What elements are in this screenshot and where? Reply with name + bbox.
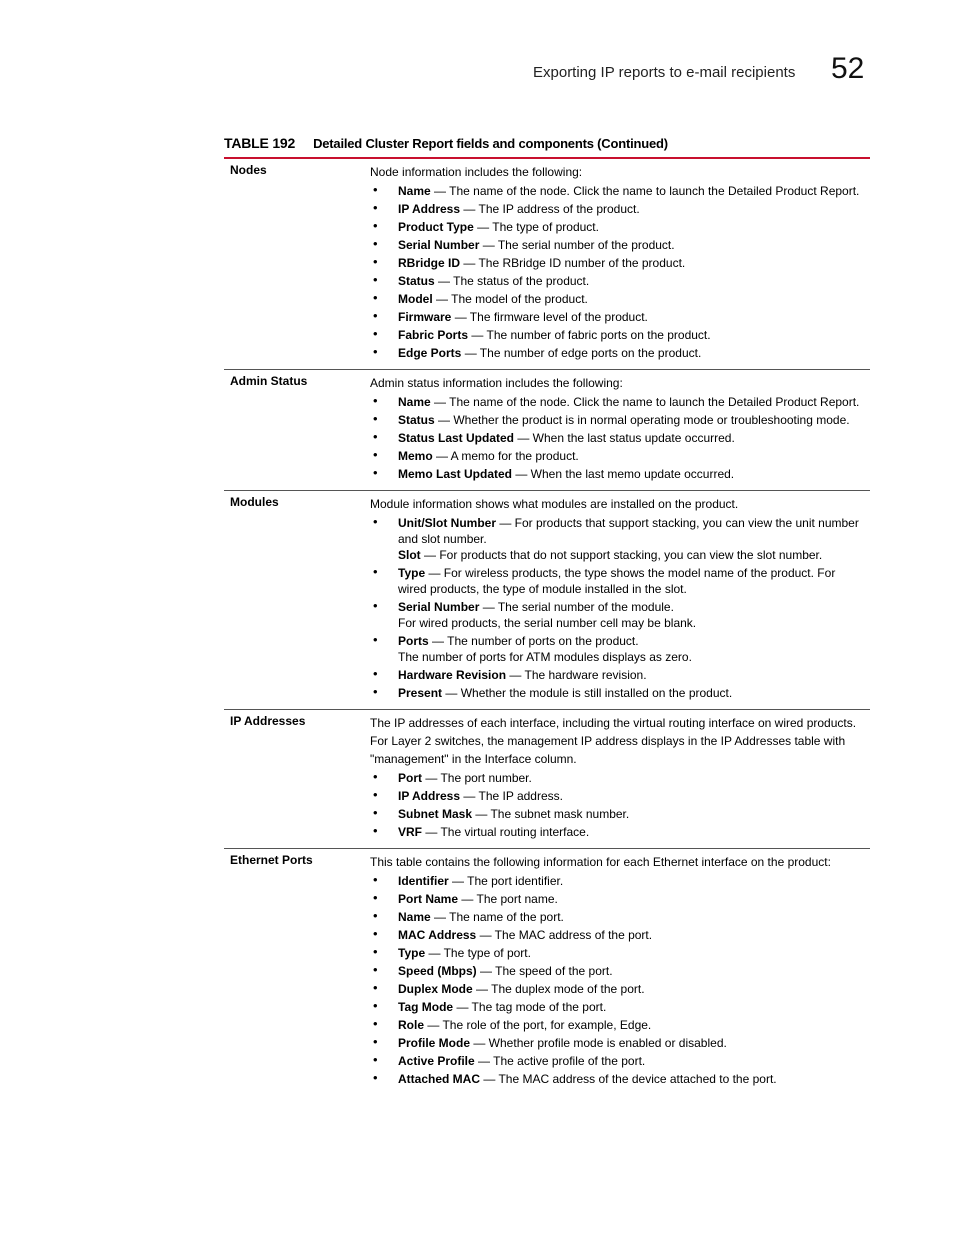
item-extra-text: For wired products, the serial number cell may be blank.	[398, 616, 697, 630]
component-list	[370, 515, 864, 701]
item-term: Identifier	[398, 874, 449, 888]
bullet-icon: •	[373, 429, 378, 444]
bullet-icon: •	[373, 769, 378, 784]
item-text: — Whether profile mode is enabled or disabled.	[470, 1036, 727, 1050]
item-text: — The port identifier.	[448, 874, 564, 888]
bullet-icon: •	[373, 290, 378, 305]
item-extra	[398, 649, 864, 665]
bullet-icon: •	[373, 236, 378, 251]
item-text: — The serial number of the module.	[479, 600, 674, 614]
item-term: Name	[398, 395, 431, 409]
item-text: — The IP address.	[460, 789, 563, 803]
list-item	[370, 599, 864, 631]
item-text: — Whether the product is in normal operating mode or troubleshooting mode.	[434, 413, 850, 427]
item-term: Duplex Mode	[398, 982, 473, 996]
bullet-icon: •	[373, 272, 378, 287]
list-item	[370, 412, 864, 428]
item-text: — The name of the node. Click the name to launch the Detailed Product Report.	[430, 395, 860, 409]
bullet-icon: •	[373, 666, 378, 681]
table-row	[224, 491, 870, 710]
item-text: — The name of the port.	[430, 910, 564, 924]
bullet-icon: •	[373, 218, 378, 233]
bullet-icon: •	[373, 1034, 378, 1049]
bullet-icon: •	[373, 787, 378, 802]
item-text: — For products that support stacking, you can view the unit number and slot number.	[398, 516, 859, 546]
list-item	[370, 201, 864, 217]
list-item	[370, 981, 864, 997]
table-row	[224, 849, 870, 1095]
bullet-icon: •	[373, 805, 378, 820]
description-intro: This table contains the following information for each Ethernet interface on the product:	[370, 855, 831, 869]
bullet-icon: •	[373, 598, 378, 613]
item-term: Status	[398, 274, 435, 288]
list-item	[370, 327, 864, 343]
item-text: — The firmware level of the product.	[451, 310, 648, 324]
item-term: VRF	[398, 825, 422, 839]
field-name: IP Addresses	[230, 714, 306, 728]
field-name: Ethernet Ports	[230, 853, 313, 867]
table-label: TABLE 192	[224, 135, 296, 151]
list-item	[370, 909, 864, 925]
list-item	[370, 1071, 864, 1087]
bullet-icon: •	[373, 308, 378, 323]
item-text: — When the last memo update occurred.	[512, 467, 735, 481]
item-term: Active Profile	[398, 1054, 475, 1068]
table-row	[224, 370, 870, 491]
list-item	[370, 788, 864, 804]
bullet-icon: •	[373, 944, 378, 959]
list-item	[370, 448, 864, 464]
bullet-icon: •	[373, 823, 378, 838]
item-text: — For wireless products, the type shows the model name of the product. For wired products, the type of module installed in the slot.	[398, 566, 836, 596]
list-item	[370, 515, 864, 563]
bullet-icon: •	[373, 326, 378, 341]
list-item	[370, 927, 864, 943]
bullet-icon: •	[373, 890, 378, 905]
bullet-icon: •	[373, 1016, 378, 1031]
field-description	[370, 374, 870, 482]
list-item	[370, 219, 864, 235]
item-term: Serial Number	[398, 600, 480, 614]
item-text: — The MAC address of the port.	[476, 928, 653, 942]
item-text: — The subnet mask number.	[472, 807, 630, 821]
chapter-number: 52	[831, 52, 865, 85]
item-term: Ports	[398, 634, 429, 648]
item-text: — The port number.	[422, 771, 532, 785]
item-term: Type	[398, 566, 426, 580]
field-name: Admin Status	[230, 374, 308, 388]
item-text: — Whether the module is still installed on the product.	[442, 686, 733, 700]
item-term: Name	[398, 910, 431, 924]
item-extra	[398, 615, 864, 631]
item-extra-term: Slot	[398, 548, 421, 562]
item-text: — The number of ports on the product.	[428, 634, 639, 648]
component-list	[370, 394, 864, 482]
item-extra-text: The number of ports for ATM modules displays as zero.	[398, 650, 692, 664]
list-item	[370, 999, 864, 1015]
bullet-icon: •	[373, 962, 378, 977]
item-term: RBridge ID	[398, 256, 461, 270]
list-item	[370, 466, 864, 482]
item-text: — The virtual routing interface.	[422, 825, 590, 839]
item-term: Edge Ports	[398, 346, 462, 360]
list-item	[370, 945, 864, 961]
list-item	[370, 685, 864, 701]
item-term: IP Address	[398, 789, 461, 803]
bullet-icon: •	[373, 1070, 378, 1085]
item-text: — The speed of the port.	[476, 964, 613, 978]
field-description	[370, 714, 870, 840]
item-extra	[398, 547, 864, 563]
item-term: IP Address	[398, 202, 461, 216]
item-text: — The port name.	[458, 892, 558, 906]
item-term: Profile Mode	[398, 1036, 471, 1050]
item-term: Status	[398, 413, 435, 427]
bullet-icon: •	[373, 908, 378, 923]
description-intro: Admin status information includes the following:	[370, 376, 623, 390]
table-row	[224, 159, 870, 370]
description-intro: Module information shows what modules are installed on the product.	[370, 497, 739, 511]
list-item	[370, 255, 864, 271]
field-description	[370, 495, 870, 701]
item-term: Unit/Slot Number	[398, 516, 496, 530]
item-term: Status Last Updated	[398, 431, 515, 445]
bullet-icon: •	[373, 926, 378, 941]
list-item	[370, 633, 864, 665]
list-item	[370, 565, 864, 597]
list-item	[370, 345, 864, 361]
item-term: Hardware Revision	[398, 668, 507, 682]
item-term: Type	[398, 946, 426, 960]
field-description	[370, 853, 870, 1087]
item-term: Attached MAC	[398, 1072, 481, 1086]
running-header-title: Exporting IP reports to e-mail recipients	[533, 64, 796, 81]
item-term: Fabric Ports	[398, 328, 469, 342]
bullet-icon: •	[373, 411, 378, 426]
item-text: — The number of fabric ports on the product.	[468, 328, 711, 342]
bullet-icon: •	[373, 564, 378, 579]
item-term: MAC Address	[398, 928, 477, 942]
item-term: Memo	[398, 449, 433, 463]
field-description	[370, 163, 870, 361]
bullet-icon: •	[373, 998, 378, 1013]
description-intro: Node information includes the following:	[370, 165, 583, 179]
bullet-icon: •	[373, 980, 378, 995]
item-text: — The hardware revision.	[506, 668, 647, 682]
item-text: — When the last status update occurred.	[514, 431, 735, 445]
item-text: — A memo for the product.	[432, 449, 579, 463]
item-text: — The active profile of the port.	[474, 1054, 646, 1068]
item-term: Port	[398, 771, 422, 785]
component-list	[370, 183, 864, 361]
table-row	[224, 710, 870, 849]
item-text: — The RBridge ID number of the product.	[460, 256, 686, 270]
item-term: Memo Last Updated	[398, 467, 513, 481]
bullet-icon: •	[373, 182, 378, 197]
item-term: Firmware	[398, 310, 452, 324]
list-item	[370, 291, 864, 307]
list-item	[370, 309, 864, 325]
item-term: Name	[398, 184, 431, 198]
item-text: — The role of the port, for example, Edge.	[424, 1018, 652, 1032]
item-text: — The IP address of the product.	[460, 202, 640, 216]
list-item	[370, 1053, 864, 1069]
item-text: — The serial number of the product.	[479, 238, 675, 252]
item-text: — The number of edge ports on the product.	[461, 346, 702, 360]
component-list	[370, 770, 864, 840]
list-item	[370, 183, 864, 199]
bullet-icon: •	[373, 684, 378, 699]
list-item	[370, 667, 864, 683]
list-item	[370, 237, 864, 253]
report-fields-table	[224, 157, 870, 1095]
list-item	[370, 891, 864, 907]
item-text: — The type of port.	[425, 946, 531, 960]
item-text: — The duplex mode of the port.	[472, 982, 645, 996]
bullet-icon: •	[373, 872, 378, 887]
bullet-icon: •	[373, 632, 378, 647]
item-text: — The name of the node. Click the name to launch the Detailed Product Report.	[430, 184, 860, 198]
list-item	[370, 273, 864, 289]
list-item	[370, 1035, 864, 1051]
item-text: — The model of the product.	[432, 292, 588, 306]
item-term: Port Name	[398, 892, 459, 906]
table-title: Detailed Cluster Report fields and components (Continued)	[313, 136, 668, 151]
bullet-icon: •	[373, 344, 378, 359]
item-term: Tag Mode	[398, 1000, 454, 1014]
item-term: Subnet Mask	[398, 807, 473, 821]
bullet-icon: •	[373, 447, 378, 462]
item-extra-text: — For products that do not support stacking, you can view the slot number.	[420, 548, 823, 562]
item-term: Model	[398, 292, 433, 306]
list-item	[370, 873, 864, 889]
bullet-icon: •	[373, 254, 378, 269]
description-intro: The IP addresses of each interface, including the virtual routing interface on wired products. For Layer 2 switches, the management IP address displays in the IP Addresses table with "management" in the Interface column.	[370, 716, 857, 766]
list-item	[370, 824, 864, 840]
field-name: Nodes	[230, 163, 267, 177]
component-list	[370, 873, 864, 1087]
list-item	[370, 806, 864, 822]
item-term: Serial Number	[398, 238, 480, 252]
bullet-icon: •	[373, 1052, 378, 1067]
list-item	[370, 394, 864, 410]
item-text: — The tag mode of the port.	[453, 1000, 607, 1014]
item-term: Product Type	[398, 220, 474, 234]
bullet-icon: •	[373, 514, 378, 529]
list-item	[370, 430, 864, 446]
bullet-icon: •	[373, 393, 378, 408]
item-term: Present	[398, 686, 443, 700]
field-name: Modules	[230, 495, 279, 509]
list-item	[370, 963, 864, 979]
item-term: Role	[398, 1018, 425, 1032]
list-item	[370, 1017, 864, 1033]
item-term: Speed (Mbps)	[398, 964, 477, 978]
item-text: — The status of the product.	[434, 274, 590, 288]
list-item	[370, 770, 864, 786]
item-text: — The type of product.	[473, 220, 599, 234]
bullet-icon: •	[373, 465, 378, 480]
item-text: — The MAC address of the device attached to the port.	[480, 1072, 777, 1086]
table-caption	[224, 135, 870, 153]
bullet-icon: •	[373, 200, 378, 215]
